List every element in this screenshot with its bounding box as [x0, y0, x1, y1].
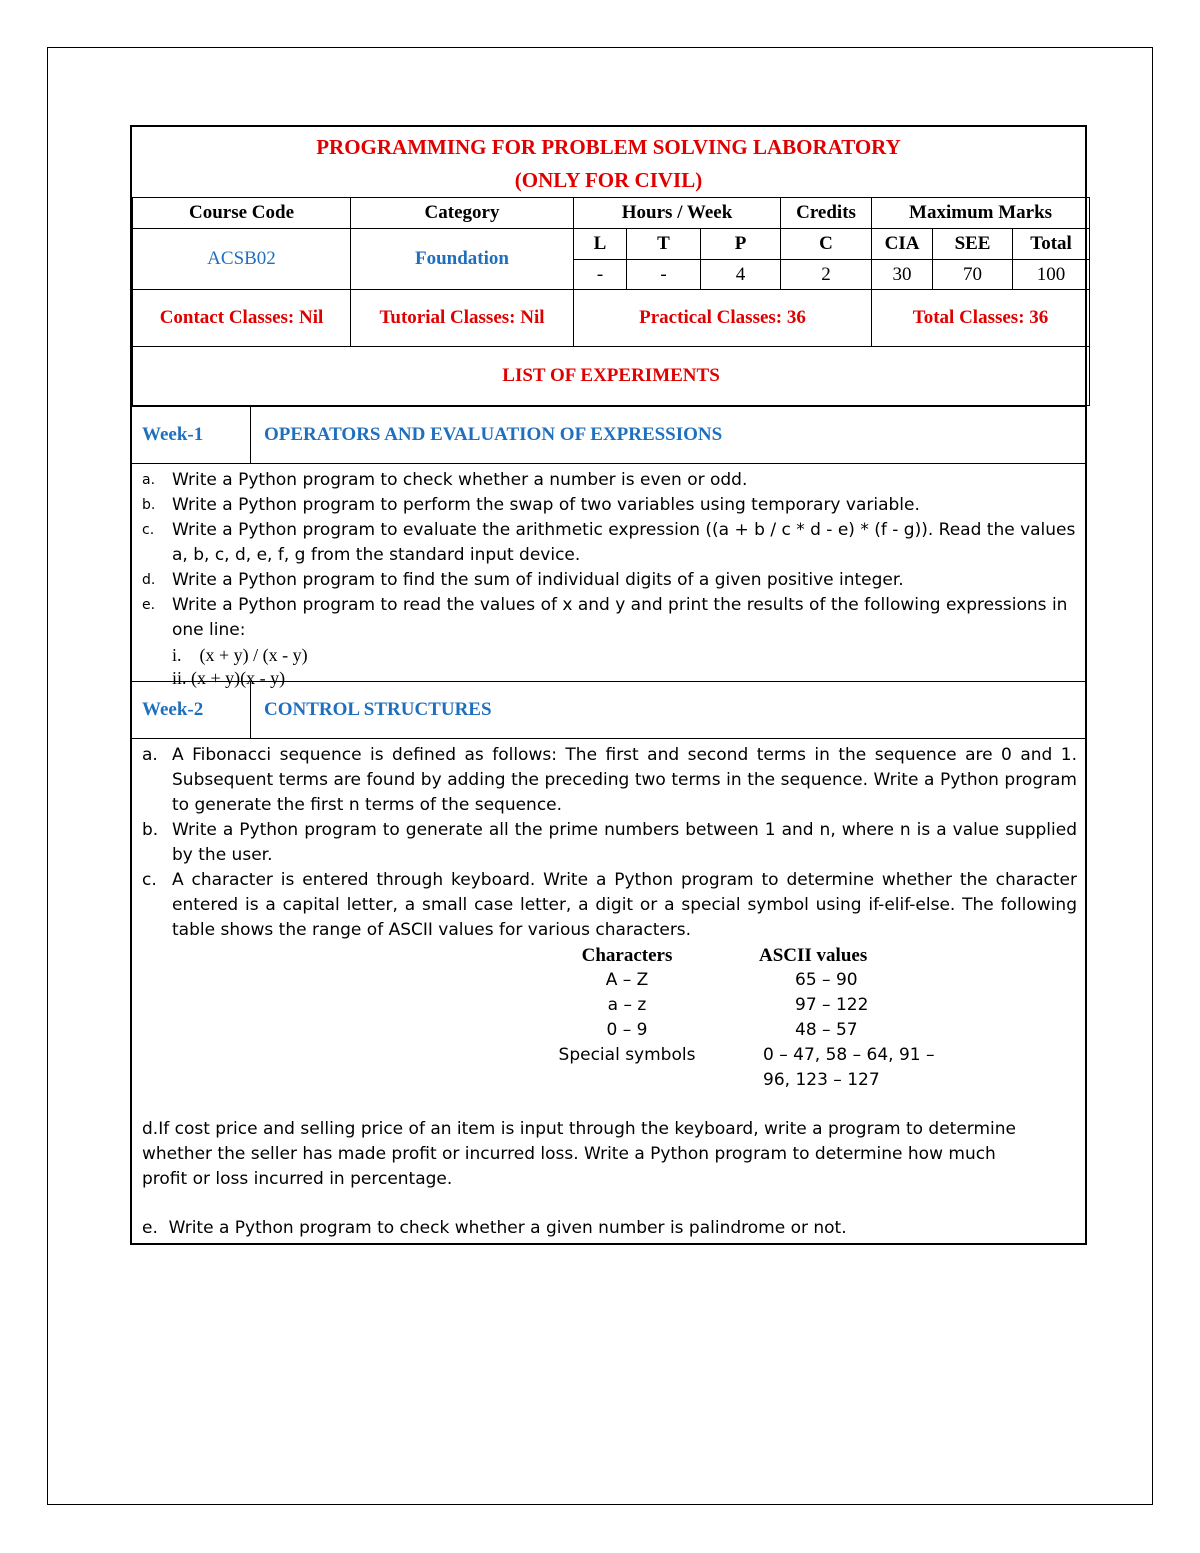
t-header: T [627, 229, 701, 260]
practical-classes: Practical Classes: 36 [574, 290, 872, 347]
total-value: 100 [1013, 260, 1090, 290]
item-d-text: d.If cost price and selling price of an item is input through the keyboard, write a program to determine whether the seller has made profit or incurred loss. Write a Python program to determine how much profit or loss incurred in percentage. [142, 1119, 1016, 1189]
l-value: - [574, 260, 627, 290]
list-item [142, 818, 1077, 868]
ascii-char: a – z [607, 995, 647, 1015]
list-item [142, 593, 1077, 643]
week-2-header [132, 681, 1085, 738]
item-text: Write a Python program to read the values of x and y and print the results of the following expressions in one line: [172, 595, 1068, 640]
ascii-value: 97 – 122 [795, 995, 869, 1015]
item-text: Write a Python program to find the sum of individual digits of a given positive integer. [172, 570, 904, 590]
p-value: 4 [701, 260, 781, 290]
sub-item-1 [142, 643, 1077, 667]
c-header: C [781, 229, 872, 260]
cia-header: CIA [872, 229, 933, 260]
cia-value: 30 [872, 260, 933, 290]
item-text: A Fibonacci sequence is defined as follows: The first and second terms in the sequence are 0 and 1. Subsequent terms are found by adding the preceding two terms in the sequence. Write a Python program to generate the first n terms of the sequence. [172, 745, 1077, 815]
item-text: Write a Python program to generate all the prime numbers between 1 and n, where n is a value supplied by the user. [172, 820, 1077, 865]
c-value: 2 [781, 260, 872, 290]
item-text: A character is entered through keyboard. Write a Python program to determine whether the character entered is a capital letter, a small case letter, a digit or a special symbol using if-elif-else. The following table shows the range of ASCII values for various characters. [172, 870, 1077, 940]
total-header: Total [1013, 229, 1090, 260]
sub-item-2-text: ii. (x + y)(x - y) [172, 668, 286, 688]
week-2-experiments [132, 738, 1085, 1243]
t-value: - [627, 260, 701, 290]
item-letter: b. [142, 497, 156, 513]
list-item [142, 743, 1077, 818]
course-title [132, 127, 1085, 197]
list-heading-row [133, 347, 1090, 406]
course-info-table [132, 197, 1090, 406]
total-classes: Total Classes: 36 [872, 290, 1090, 347]
max-marks-header: Maximum Marks [872, 198, 1090, 229]
item-e-text: e. Write a Python program to check whether a given number is palindrome or not. [142, 1218, 847, 1238]
ascii-value: 48 – 57 [795, 1020, 858, 1040]
ascii-value: 65 – 90 [795, 970, 858, 990]
ascii-value: 0 – 47, 58 – 64, 91 – 96, 123 – 127 [763, 1045, 935, 1090]
see-header: SEE [933, 229, 1013, 260]
title-line-2: (ONLY FOR CIVIL) [514, 168, 703, 192]
list-item [142, 493, 1077, 518]
week-2-label: Week-2 [132, 682, 251, 738]
ascii-char: A – Z [605, 970, 649, 990]
week-1-title: OPERATORS AND EVALUATION OF EXPRESSIONS [264, 424, 723, 445]
item-text: Write a Python program to evaluate the arithmetic expression ((a + b / c * d - e) * (f - g)). Read the values a, b, c, d, e, f, g from the standard input device. [172, 520, 1076, 565]
course-code-value: ACSB02 [133, 229, 351, 290]
item-letter: c. [142, 522, 155, 538]
item-text: Write a Python program to perform the swap of two variables using temporary variable. [172, 495, 920, 515]
week-1-header [132, 406, 1085, 463]
item-letter: b. [142, 820, 159, 840]
ascii-char: Special symbols [558, 1045, 696, 1065]
p-header: P [701, 229, 781, 260]
sub-item-1-text: i. (x + y) / (x - y) [172, 645, 308, 665]
week-1-experiments [132, 463, 1085, 688]
title-line-1: PROGRAMMING FOR PROBLEM SOLVING LABORATORY [316, 135, 901, 159]
ascii-char: 0 – 9 [606, 1020, 648, 1040]
list-item [142, 518, 1077, 568]
course-code-header: Course Code [133, 198, 351, 229]
hours-week-header: Hours / Week [574, 198, 781, 229]
list-item [142, 468, 1077, 493]
week-1-label: Week-1 [132, 407, 251, 463]
subheader-row [133, 229, 1090, 260]
item-letter: d. [142, 572, 156, 588]
see-value: 70 [933, 260, 1013, 290]
list-item [142, 568, 1077, 593]
l-header: L [574, 229, 627, 260]
contact-classes: Contact Classes: Nil [133, 290, 351, 347]
ascii-values-header: ASCII values [759, 945, 868, 966]
classes-row [133, 290, 1090, 347]
ascii-characters-header: Characters [581, 945, 673, 966]
item-letter: a. [142, 472, 156, 488]
item-letter: c. [142, 870, 157, 890]
list-item [142, 868, 1077, 943]
ascii-table [142, 943, 1077, 1093]
category-value: Foundation [351, 229, 574, 290]
header-row [133, 198, 1090, 229]
credits-header: Credits [781, 198, 872, 229]
syllabus-sheet [130, 125, 1087, 1245]
list-of-experiments-heading: LIST OF EXPERIMENTS [133, 347, 1090, 406]
item-text: Write a Python program to check whether a number is even or odd. [172, 470, 748, 490]
tutorial-classes: Tutorial Classes: Nil [351, 290, 574, 347]
category-header: Category [351, 198, 574, 229]
item-letter: e. [142, 597, 156, 613]
week-2-title: CONTROL STRUCTURES [264, 699, 492, 720]
item-letter: a. [142, 745, 158, 765]
